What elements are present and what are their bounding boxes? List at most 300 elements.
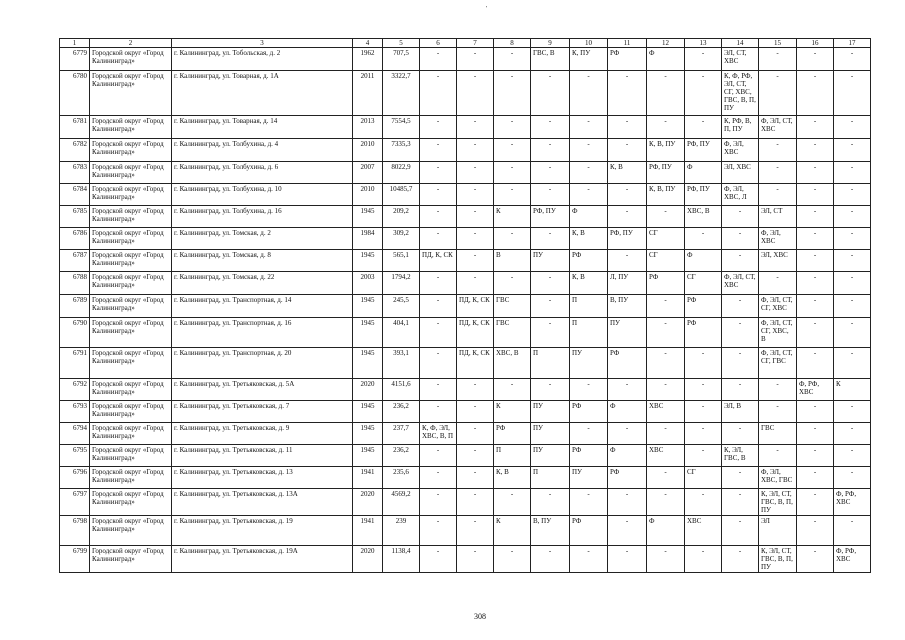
work-11-cell: Л, ПУ <box>608 272 647 295</box>
work-10-cell: - <box>570 423 608 445</box>
work-14-cell: - <box>722 467 759 489</box>
work-15-cell: ГВС <box>759 423 797 445</box>
work-10-cell: ПУ <box>570 467 608 489</box>
work-12-cell: - <box>647 116 685 139</box>
municipality-cell: Городской округ «Город Калининград» <box>90 139 172 162</box>
col-header: 11 <box>608 39 647 48</box>
work-13-cell: СГ <box>685 272 722 295</box>
row-number-cell: 6788 <box>60 272 90 295</box>
work-13-cell: Ф <box>685 162 722 184</box>
work-14-cell: - <box>722 295 759 318</box>
col-header: 2 <box>90 39 172 48</box>
work-7-cell: ПД, К, СК <box>457 348 494 379</box>
work-7-cell: - <box>457 48 494 71</box>
work-17-cell: - <box>834 272 871 295</box>
build-year-cell: 1984 <box>353 228 383 250</box>
build-year-cell: 2013 <box>353 116 383 139</box>
work-12-cell: - <box>647 295 685 318</box>
build-year-cell: 1945 <box>353 206 383 228</box>
work-16-cell: - <box>797 250 834 272</box>
work-17-cell: - <box>834 445 871 467</box>
municipality-cell: Городской округ «Город Калининград» <box>90 206 172 228</box>
work-10-cell: - <box>570 184 608 206</box>
work-7-cell: - <box>457 546 494 573</box>
work-16-cell: - <box>797 467 834 489</box>
work-15-cell: Ф, ЭЛ, СТ, СГ, ГВС <box>759 348 797 379</box>
address-cell: г. Калининград, ул. Третьяковская, д. 11 <box>172 445 353 467</box>
work-12-cell: К, В, ПУ <box>647 139 685 162</box>
work-6-cell: - <box>420 272 457 295</box>
work-12-cell: - <box>647 489 685 516</box>
work-14-cell: ЭЛ, В <box>722 401 759 423</box>
work-11-cell: РФ <box>608 348 647 379</box>
work-15-cell: Ф, ЭЛ, СТ, СГ, ХВС <box>759 295 797 318</box>
row-number-cell: 6796 <box>60 467 90 489</box>
municipality-cell: Городской округ «Город Калининград» <box>90 250 172 272</box>
work-7-cell: - <box>457 516 494 546</box>
work-15-cell: Ф, ЭЛ, СТ, СГ, ХВС, В <box>759 318 797 348</box>
work-9-cell: - <box>531 489 570 516</box>
work-9-cell: - <box>531 228 570 250</box>
address-cell: г. Калининград, ул. Третьяковская, д. 5А <box>172 379 353 401</box>
work-6-cell: - <box>420 445 457 467</box>
work-12-cell: - <box>647 348 685 379</box>
work-7-cell: - <box>457 139 494 162</box>
work-6-cell: - <box>420 71 457 116</box>
work-14-cell: ЭЛ, ХВС <box>722 162 759 184</box>
municipality-cell: Городской округ «Город Калининград» <box>90 516 172 546</box>
work-12-cell: - <box>647 318 685 348</box>
col-header: 16 <box>797 39 834 48</box>
build-year-cell: 2020 <box>353 379 383 401</box>
area-cell: 10485,7 <box>383 184 420 206</box>
work-7-cell: - <box>457 423 494 445</box>
table-row <box>60 379 871 401</box>
work-11-cell: - <box>608 423 647 445</box>
work-14-cell: К, Ф, РФ, ЭЛ, СТ, СГ, ХВС, ГВС, В, П, ПУ <box>722 71 759 116</box>
work-9-cell: - <box>531 162 570 184</box>
page-mark: ' <box>486 6 488 12</box>
work-16-cell: - <box>797 71 834 116</box>
area-cell: 3322,7 <box>383 71 420 116</box>
work-10-cell: ПУ <box>570 348 608 379</box>
work-17-cell: К <box>834 379 871 401</box>
work-8-cell: - <box>494 184 531 206</box>
work-7-cell: - <box>457 162 494 184</box>
table-row <box>60 71 871 116</box>
work-10-cell: - <box>570 489 608 516</box>
col-header: 4 <box>353 39 383 48</box>
row-number-cell: 6780 <box>60 71 90 116</box>
work-7-cell: - <box>457 379 494 401</box>
work-14-cell: К, ЭЛ, ГВС, В <box>722 445 759 467</box>
work-11-cell: В, ПУ <box>608 295 647 318</box>
municipality-cell: Городской округ «Город Калининград» <box>90 379 172 401</box>
col-header: 14 <box>722 39 759 48</box>
work-12-cell: Ф <box>647 48 685 71</box>
work-15-cell: К, ЭЛ, СТ, ГВС, В, П, ПУ <box>759 546 797 573</box>
work-9-cell: - <box>531 318 570 348</box>
row-number-cell: 6798 <box>60 516 90 546</box>
table-row <box>60 546 871 573</box>
area-cell: 565,1 <box>383 250 420 272</box>
work-14-cell: - <box>722 379 759 401</box>
work-6-cell: - <box>420 184 457 206</box>
row-number-cell: 6793 <box>60 401 90 423</box>
area-cell: 7335,3 <box>383 139 420 162</box>
row-number-cell: 6787 <box>60 250 90 272</box>
work-13-cell: - <box>685 348 722 379</box>
work-15-cell: ЭЛ, ХВС <box>759 250 797 272</box>
work-14-cell: - <box>722 250 759 272</box>
work-9-cell: РФ, ПУ <box>531 206 570 228</box>
work-11-cell: К, В <box>608 162 647 184</box>
row-number-cell: 6791 <box>60 348 90 379</box>
municipality-cell: Городской округ «Город Калининград» <box>90 272 172 295</box>
col-header: 13 <box>685 39 722 48</box>
work-10-cell: К, В <box>570 272 608 295</box>
table-row <box>60 445 871 467</box>
work-6-cell: - <box>420 318 457 348</box>
municipality-cell: Городской округ «Город Калининград» <box>90 228 172 250</box>
work-17-cell: - <box>834 295 871 318</box>
work-6-cell: - <box>420 139 457 162</box>
area-cell: 236,2 <box>383 401 420 423</box>
work-15-cell: ЭЛ <box>759 516 797 546</box>
work-16-cell: - <box>797 546 834 573</box>
row-number-cell: 6786 <box>60 228 90 250</box>
work-11-cell: - <box>608 379 647 401</box>
build-year-cell: 1945 <box>353 295 383 318</box>
work-9-cell: ГВС, В <box>531 48 570 71</box>
col-header: 10 <box>570 39 608 48</box>
work-11-cell: РФ, ПУ <box>608 228 647 250</box>
table-row <box>60 116 871 139</box>
area-cell: 309,2 <box>383 228 420 250</box>
address-cell: г. Калининград, ул. Толбухина, д. 6 <box>172 162 353 184</box>
work-8-cell: В <box>494 250 531 272</box>
work-8-cell: - <box>494 489 531 516</box>
work-7-cell: - <box>457 489 494 516</box>
municipality-cell: Городской округ «Город Калининград» <box>90 295 172 318</box>
work-13-cell: ХВС, В <box>685 206 722 228</box>
work-11-cell: - <box>608 546 647 573</box>
work-8-cell: - <box>494 71 531 116</box>
address-cell: г. Калининград, ул. Транспортная, д. 20 <box>172 348 353 379</box>
work-14-cell: - <box>722 546 759 573</box>
work-9-cell: ПУ <box>531 250 570 272</box>
work-13-cell: РФ, ПУ <box>685 184 722 206</box>
work-9-cell: - <box>531 139 570 162</box>
work-6-cell: - <box>420 295 457 318</box>
work-12-cell: - <box>647 71 685 116</box>
address-cell: г. Калининград, ул. Толбухина, д. 16 <box>172 206 353 228</box>
work-16-cell: - <box>797 48 834 71</box>
municipality-cell: Городской округ «Город Калининград» <box>90 71 172 116</box>
work-16-cell: - <box>797 348 834 379</box>
work-17-cell: - <box>834 228 871 250</box>
row-number-cell: 6790 <box>60 318 90 348</box>
work-13-cell: ХВС <box>685 516 722 546</box>
work-9-cell: П <box>531 467 570 489</box>
col-header: 6 <box>420 39 457 48</box>
area-cell: 4151,6 <box>383 379 420 401</box>
work-8-cell: К <box>494 401 531 423</box>
work-17-cell: Ф, РФ, ХВС <box>834 489 871 516</box>
table-row <box>60 184 871 206</box>
build-year-cell: 1945 <box>353 348 383 379</box>
work-9-cell: - <box>531 295 570 318</box>
table-row <box>60 423 871 445</box>
work-13-cell: - <box>685 445 722 467</box>
work-17-cell: - <box>834 467 871 489</box>
build-year-cell: 1962 <box>353 48 383 71</box>
municipality-cell: Городской округ «Город Калининград» <box>90 445 172 467</box>
work-8-cell: К <box>494 516 531 546</box>
municipality-cell: Городской округ «Город Калининград» <box>90 318 172 348</box>
work-12-cell: - <box>647 206 685 228</box>
row-number-cell: 6783 <box>60 162 90 184</box>
area-cell: 8022,9 <box>383 162 420 184</box>
work-9-cell: - <box>531 116 570 139</box>
work-12-cell: - <box>647 423 685 445</box>
work-7-cell: - <box>457 206 494 228</box>
work-13-cell: РФ <box>685 295 722 318</box>
work-9-cell: - <box>531 272 570 295</box>
work-11-cell: - <box>608 71 647 116</box>
work-13-cell: - <box>685 379 722 401</box>
build-year-cell: 2003 <box>353 272 383 295</box>
work-13-cell: - <box>685 228 722 250</box>
work-15-cell: - <box>759 139 797 162</box>
work-17-cell: - <box>834 318 871 348</box>
work-14-cell: - <box>722 348 759 379</box>
work-13-cell: СГ <box>685 467 722 489</box>
building-registry-table <box>59 38 871 573</box>
work-10-cell: П <box>570 318 608 348</box>
work-15-cell: Ф, ЭЛ, ХВС <box>759 228 797 250</box>
work-13-cell: Ф <box>685 250 722 272</box>
work-12-cell: РФ <box>647 272 685 295</box>
work-8-cell: - <box>494 228 531 250</box>
col-header: 3 <box>172 39 353 48</box>
work-6-cell: - <box>420 467 457 489</box>
work-6-cell: - <box>420 228 457 250</box>
row-number-cell: 6784 <box>60 184 90 206</box>
work-10-cell: - <box>570 71 608 116</box>
work-11-cell: Ф <box>608 401 647 423</box>
table-row <box>60 516 871 546</box>
work-14-cell: - <box>722 206 759 228</box>
area-cell: 4569,2 <box>383 489 420 516</box>
work-10-cell: РФ <box>570 250 608 272</box>
area-cell: 239 <box>383 516 420 546</box>
work-13-cell: - <box>685 423 722 445</box>
work-6-cell: - <box>420 379 457 401</box>
work-12-cell: СГ <box>647 228 685 250</box>
work-8-cell: П <box>494 445 531 467</box>
build-year-cell: 1945 <box>353 401 383 423</box>
work-16-cell: - <box>797 516 834 546</box>
work-9-cell: ПУ <box>531 401 570 423</box>
table-row <box>60 467 871 489</box>
address-cell: г. Калининград, ул. Третьяковская, д. 19А <box>172 546 353 573</box>
area-cell: 236,2 <box>383 445 420 467</box>
row-number-cell: 6792 <box>60 379 90 401</box>
work-14-cell: ЭЛ, СТ, ХВС <box>722 48 759 71</box>
work-7-cell: - <box>457 250 494 272</box>
address-cell: г. Калининград, ул. Толбухина, д. 10 <box>172 184 353 206</box>
area-cell: 404,1 <box>383 318 420 348</box>
work-7-cell: - <box>457 467 494 489</box>
build-year-cell: 1945 <box>353 445 383 467</box>
work-16-cell: - <box>797 401 834 423</box>
table-row <box>60 489 871 516</box>
address-cell: г. Калининград, ул. Третьяковская, д. 13 <box>172 467 353 489</box>
work-15-cell: ЭЛ, СТ <box>759 206 797 228</box>
work-16-cell: - <box>797 116 834 139</box>
work-17-cell: - <box>834 348 871 379</box>
work-6-cell: - <box>420 48 457 71</box>
row-number-cell: 6781 <box>60 116 90 139</box>
work-14-cell: К, РФ, В, П, ПУ <box>722 116 759 139</box>
table-row <box>60 162 871 184</box>
work-16-cell: - <box>797 228 834 250</box>
col-header: 15 <box>759 39 797 48</box>
row-number-cell: 6799 <box>60 546 90 573</box>
address-cell: г. Калининград, ул. Томская, д. 8 <box>172 250 353 272</box>
work-16-cell: - <box>797 272 834 295</box>
work-16-cell: Ф, РФ, ХВС <box>797 379 834 401</box>
work-13-cell: - <box>685 401 722 423</box>
work-15-cell: - <box>759 162 797 184</box>
work-12-cell: - <box>647 379 685 401</box>
row-number-cell: 6785 <box>60 206 90 228</box>
work-11-cell: - <box>608 116 647 139</box>
area-cell: 7554,5 <box>383 116 420 139</box>
work-6-cell: - <box>420 116 457 139</box>
table-row <box>60 348 871 379</box>
work-16-cell: - <box>797 423 834 445</box>
municipality-cell: Городской округ «Город Калининград» <box>90 116 172 139</box>
work-10-cell: П <box>570 295 608 318</box>
row-number-cell: 6782 <box>60 139 90 162</box>
work-15-cell: - <box>759 272 797 295</box>
work-12-cell: ХВС <box>647 445 685 467</box>
address-cell: г. Калининград, ул. Товарная, д. 1А <box>172 71 353 116</box>
work-10-cell: - <box>570 546 608 573</box>
work-13-cell: - <box>685 116 722 139</box>
work-12-cell: - <box>647 546 685 573</box>
work-7-cell: - <box>457 71 494 116</box>
build-year-cell: 1945 <box>353 250 383 272</box>
work-15-cell: - <box>759 445 797 467</box>
address-cell: г. Калининград, ул. Третьяковская, д. 7 <box>172 401 353 423</box>
build-year-cell: 1945 <box>353 423 383 445</box>
work-12-cell: СГ <box>647 250 685 272</box>
area-cell: 1794,2 <box>383 272 420 295</box>
work-10-cell: РФ <box>570 445 608 467</box>
work-9-cell: ПУ <box>531 423 570 445</box>
work-17-cell: - <box>834 48 871 71</box>
row-number-cell: 6797 <box>60 489 90 516</box>
municipality-cell: Городской округ «Город Калининград» <box>90 467 172 489</box>
work-14-cell: - <box>722 516 759 546</box>
municipality-cell: Городской округ «Город Калининград» <box>90 162 172 184</box>
work-8-cell: К <box>494 206 531 228</box>
address-cell: г. Калининград, ул. Тобольская, д. 2 <box>172 48 353 71</box>
work-17-cell: - <box>834 162 871 184</box>
work-7-cell: - <box>457 272 494 295</box>
work-16-cell: - <box>797 489 834 516</box>
area-cell: 393,1 <box>383 348 420 379</box>
work-14-cell: Ф, ЭЛ, СТ, ХВС <box>722 272 759 295</box>
work-11-cell: Ф <box>608 445 647 467</box>
build-year-cell: 2011 <box>353 71 383 116</box>
address-cell: г. Калининград, ул. Третьяковская, д. 13А <box>172 489 353 516</box>
work-10-cell: К, В <box>570 228 608 250</box>
work-7-cell: - <box>457 401 494 423</box>
work-17-cell: - <box>834 139 871 162</box>
work-11-cell: - <box>608 139 647 162</box>
col-header: 5 <box>383 39 420 48</box>
work-16-cell: - <box>797 139 834 162</box>
table-row <box>60 250 871 272</box>
work-11-cell: РФ <box>608 467 647 489</box>
col-header: 7 <box>457 39 494 48</box>
work-8-cell: - <box>494 546 531 573</box>
work-12-cell: ХВС <box>647 401 685 423</box>
work-6-cell: - <box>420 516 457 546</box>
work-17-cell: - <box>834 401 871 423</box>
area-cell: 1138,4 <box>383 546 420 573</box>
work-6-cell: - <box>420 546 457 573</box>
municipality-cell: Городской округ «Город Калининград» <box>90 48 172 71</box>
address-cell: г. Калининград, ул. Томская, д. 22 <box>172 272 353 295</box>
work-11-cell: - <box>608 489 647 516</box>
work-7-cell: ПД, К, СК <box>457 318 494 348</box>
build-year-cell: 1941 <box>353 467 383 489</box>
table-row <box>60 318 871 348</box>
work-16-cell: - <box>797 162 834 184</box>
work-12-cell: Ф <box>647 516 685 546</box>
work-14-cell: - <box>722 228 759 250</box>
col-header: 1 <box>60 39 90 48</box>
col-header: 8 <box>494 39 531 48</box>
work-10-cell: - <box>570 379 608 401</box>
work-8-cell: К, В <box>494 467 531 489</box>
address-cell: г. Калининград, ул. Толбухина, д. 4 <box>172 139 353 162</box>
work-11-cell: ПУ <box>608 318 647 348</box>
work-16-cell: - <box>797 295 834 318</box>
work-9-cell: В, ПУ <box>531 516 570 546</box>
work-11-cell: - <box>608 250 647 272</box>
work-12-cell: РФ, ПУ <box>647 162 685 184</box>
table-row <box>60 272 871 295</box>
work-10-cell: - <box>570 162 608 184</box>
table-body <box>60 48 871 573</box>
work-17-cell: - <box>834 206 871 228</box>
page-number: 308 <box>474 612 486 621</box>
row-number-cell: 6794 <box>60 423 90 445</box>
table-row <box>60 228 871 250</box>
work-17-cell: - <box>834 516 871 546</box>
work-17-cell: - <box>834 184 871 206</box>
col-header: 12 <box>647 39 685 48</box>
work-15-cell: - <box>759 379 797 401</box>
work-16-cell: - <box>797 206 834 228</box>
municipality-cell: Городской округ «Город Калининград» <box>90 401 172 423</box>
